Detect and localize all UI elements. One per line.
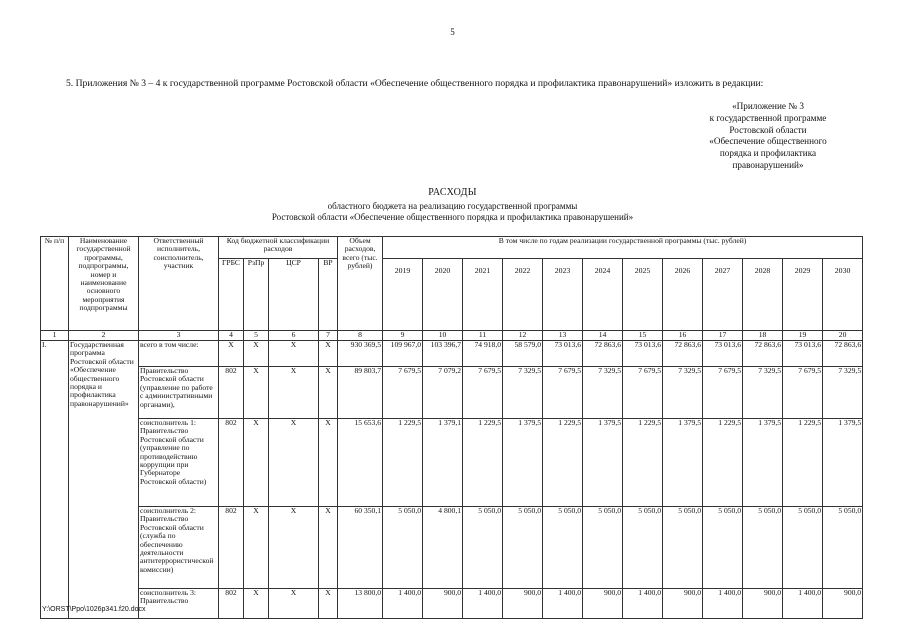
responsible-cell: соисполнитель 1: Правительство Ростовской области (управление по противодействию коррупции при Губернаторе Ростовской области) bbox=[139, 419, 219, 507]
year-value-cell: 103 396,7 bbox=[423, 341, 463, 367]
csr-cell: X bbox=[269, 367, 319, 419]
column-number: 4 bbox=[219, 331, 244, 341]
total-cell: 13 800,0 bbox=[338, 589, 383, 619]
header-year: 2027 bbox=[703, 259, 743, 331]
year-value-cell: 5 050,0 bbox=[503, 507, 543, 589]
year-value-cell: 7 329,5 bbox=[823, 367, 863, 419]
column-number: 12 bbox=[503, 331, 543, 341]
vr-cell: X bbox=[319, 341, 338, 367]
document-subtitle: областного бюджета на реализацию государственной программы bbox=[327, 201, 578, 211]
header-code-group: Код бюджетной классификации расходов bbox=[219, 237, 338, 259]
intro-paragraph: 5. Приложения № 3 – 4 к государственной программе Ростовской области «Обеспечение общественного порядка и профилактика правонарушений» изложить в редакции: bbox=[66, 78, 764, 89]
year-value-cell: 73 013,6 bbox=[623, 341, 663, 367]
year-value-cell: 1 379,5 bbox=[583, 419, 623, 507]
vr-cell: X bbox=[319, 419, 338, 507]
year-value-cell: 72 863,6 bbox=[823, 341, 863, 367]
rzpr-cell: X bbox=[244, 507, 269, 589]
header-year: 2020 bbox=[423, 259, 463, 331]
year-value-cell: 900,0 bbox=[583, 589, 623, 619]
year-value-cell: 1 379,5 bbox=[503, 419, 543, 507]
column-number: 18 bbox=[743, 331, 783, 341]
year-value-cell: 1 229,5 bbox=[623, 419, 663, 507]
year-value-cell: 7 679,5 bbox=[463, 367, 503, 419]
column-number: 3 bbox=[139, 331, 219, 341]
year-value-cell: 1 400,0 bbox=[543, 589, 583, 619]
header-rzpr: РзПр bbox=[244, 259, 269, 331]
document-title: РАСХОДЫ bbox=[428, 187, 477, 198]
year-value-cell: 5 050,0 bbox=[543, 507, 583, 589]
responsible-cell: Правительство Ростовской области (управление по работе с административными органами), bbox=[139, 367, 219, 419]
rzpr-cell: X bbox=[244, 419, 269, 507]
column-number: 13 bbox=[543, 331, 583, 341]
header-year: 2026 bbox=[663, 259, 703, 331]
column-number: 5 bbox=[244, 331, 269, 341]
year-value-cell: 7 679,5 bbox=[703, 367, 743, 419]
appendix-line: порядка и профилактика bbox=[719, 148, 817, 159]
csr-cell: X bbox=[269, 341, 319, 367]
year-value-cell: 1 229,5 bbox=[783, 419, 823, 507]
grbs-cell: 802 bbox=[219, 589, 244, 619]
header-year: 2028 bbox=[743, 259, 783, 331]
header-year: 2022 bbox=[503, 259, 543, 331]
header-year: 2024 bbox=[583, 259, 623, 331]
column-number: 6 bbox=[269, 331, 319, 341]
column-number: 2 bbox=[69, 331, 139, 341]
year-value-cell: 900,0 bbox=[823, 589, 863, 619]
appendix-line: Ростовской области bbox=[729, 124, 807, 135]
year-value-cell: 7 679,5 bbox=[783, 367, 823, 419]
year-value-cell: 74 918,0 bbox=[463, 341, 503, 367]
appendix-line: к государственной программе bbox=[709, 112, 827, 123]
year-value-cell: 73 013,6 bbox=[543, 341, 583, 367]
table-row bbox=[41, 419, 863, 507]
year-value-cell: 7 329,5 bbox=[743, 367, 783, 419]
year-value-cell: 900,0 bbox=[503, 589, 543, 619]
year-value-cell: 1 229,5 bbox=[703, 419, 743, 507]
year-value-cell: 5 050,0 bbox=[463, 507, 503, 589]
appendix-header bbox=[693, 101, 843, 172]
column-number: 8 bbox=[338, 331, 383, 341]
appendix-line: «Приложение № 3 bbox=[732, 101, 804, 111]
header-year: 2025 bbox=[623, 259, 663, 331]
year-value-cell: 4 800,1 bbox=[423, 507, 463, 589]
year-value-cell: 1 379,5 bbox=[823, 419, 863, 507]
header-csr: ЦСР bbox=[269, 259, 319, 331]
year-value-cell: 1 379,5 bbox=[663, 419, 703, 507]
year-value-cell: 7 679,5 bbox=[543, 367, 583, 419]
year-value-cell: 1 379,1 bbox=[423, 419, 463, 507]
year-value-cell: 7 679,5 bbox=[623, 367, 663, 419]
column-number-row bbox=[41, 331, 863, 341]
column-number: 15 bbox=[623, 331, 663, 341]
year-value-cell: 1 229,5 bbox=[463, 419, 503, 507]
year-value-cell: 1 229,5 bbox=[383, 419, 423, 507]
csr-cell: X bbox=[269, 419, 319, 507]
total-cell: 89 803,7 bbox=[338, 367, 383, 419]
year-value-cell: 900,0 bbox=[743, 589, 783, 619]
year-value-cell: 73 013,6 bbox=[783, 341, 823, 367]
year-value-cell: 58 579,0 bbox=[503, 341, 543, 367]
grbs-cell: 802 bbox=[219, 507, 244, 589]
year-value-cell: 900,0 bbox=[423, 589, 463, 619]
year-value-cell: 109 967,0 bbox=[383, 341, 423, 367]
header-grbs: ГРБС bbox=[219, 259, 244, 331]
column-number: 14 bbox=[583, 331, 623, 341]
grbs-cell: 802 bbox=[219, 419, 244, 507]
year-value-cell: 900,0 bbox=[663, 589, 703, 619]
rzpr-cell: X bbox=[244, 341, 269, 367]
year-value-cell: 5 050,0 bbox=[663, 507, 703, 589]
header-name: Наименование государственной программы, подпрограммы, номер и наименование основного мероприятия подпрограммы bbox=[69, 237, 139, 331]
year-value-cell: 7 079,2 bbox=[423, 367, 463, 419]
rzpr-cell: X bbox=[244, 367, 269, 419]
grbs-cell: 802 bbox=[219, 367, 244, 419]
table-row bbox=[41, 341, 863, 367]
table-row bbox=[41, 367, 863, 419]
responsible-cell: соисполнитель 2: Правительство Ростовской области (служба по обеспечению деятельности антитеррористической комиссии) bbox=[139, 507, 219, 589]
year-value-cell: 1 229,5 bbox=[543, 419, 583, 507]
appendix-line: «Обеспечение общественного bbox=[709, 136, 827, 147]
vr-cell: X bbox=[319, 589, 338, 619]
grbs-cell: X bbox=[219, 341, 244, 367]
csr-cell: X bbox=[269, 507, 319, 589]
year-value-cell: 1 400,0 bbox=[623, 589, 663, 619]
csr-cell: X bbox=[269, 589, 319, 619]
year-value-cell: 72 863,6 bbox=[743, 341, 783, 367]
responsible-cell: соисполнитель 3: Правительство bbox=[139, 589, 219, 619]
column-number: 11 bbox=[463, 331, 503, 341]
column-number: 1 bbox=[41, 331, 69, 341]
year-value-cell: 5 050,0 bbox=[383, 507, 423, 589]
program-name: Государственная программа Ростовской области «Обеспечение общественного порядка и профилактика правонарушений» bbox=[69, 341, 139, 619]
total-cell: 15 653,6 bbox=[338, 419, 383, 507]
expenses-table bbox=[40, 236, 863, 619]
column-number: 9 bbox=[383, 331, 423, 341]
table-row bbox=[41, 507, 863, 589]
program-number: I. bbox=[41, 341, 69, 619]
column-number: 17 bbox=[703, 331, 743, 341]
year-value-cell: 72 863,6 bbox=[663, 341, 703, 367]
vr-cell: X bbox=[319, 367, 338, 419]
year-value-cell: 5 050,0 bbox=[783, 507, 823, 589]
header-vr: ВР bbox=[319, 259, 338, 331]
column-number: 19 bbox=[783, 331, 823, 341]
year-value-cell: 5 050,0 bbox=[703, 507, 743, 589]
document-subtitle: Ростовской области «Обеспечение общественного порядка и профилактика правонарушений» bbox=[271, 212, 634, 222]
year-value-cell: 7 679,5 bbox=[383, 367, 423, 419]
page-number: 5 bbox=[450, 27, 455, 37]
responsible-cell: всего в том числе: bbox=[139, 341, 219, 367]
header-responsible: Ответственный исполнитель, соисполнитель, участник bbox=[139, 237, 219, 331]
year-value-cell: 7 329,5 bbox=[663, 367, 703, 419]
year-value-cell: 5 050,0 bbox=[743, 507, 783, 589]
total-cell: 60 350,1 bbox=[338, 507, 383, 589]
header-year: 2029 bbox=[783, 259, 823, 331]
table-row bbox=[41, 589, 863, 619]
column-number: 20 bbox=[823, 331, 863, 341]
year-value-cell: 72 863,6 bbox=[583, 341, 623, 367]
column-number: 10 bbox=[423, 331, 463, 341]
year-value-cell: 1 400,0 bbox=[703, 589, 743, 619]
year-value-cell: 5 050,0 bbox=[583, 507, 623, 589]
header-year: 2021 bbox=[463, 259, 503, 331]
header-num: № п/п bbox=[41, 237, 69, 331]
year-value-cell: 7 329,5 bbox=[583, 367, 623, 419]
year-value-cell: 5 050,0 bbox=[623, 507, 663, 589]
year-value-cell: 7 329,5 bbox=[503, 367, 543, 419]
header-year: 2023 bbox=[543, 259, 583, 331]
vr-cell: X bbox=[319, 507, 338, 589]
column-number: 7 bbox=[319, 331, 338, 341]
year-value-cell: 1 400,0 bbox=[463, 589, 503, 619]
rzpr-cell: X bbox=[244, 589, 269, 619]
appendix-line: правонарушений» bbox=[732, 159, 804, 170]
year-value-cell: 1 400,0 bbox=[783, 589, 823, 619]
header-volume: Объем расходов, всего (тыс. рублей) bbox=[338, 237, 383, 331]
column-number: 16 bbox=[663, 331, 703, 341]
year-value-cell: 1 400,0 bbox=[383, 589, 423, 619]
year-value-cell: 73 013,6 bbox=[703, 341, 743, 367]
file-path-footer: Y:\ORST\Ppo\1026p341.f20.docx bbox=[42, 606, 146, 613]
header-years-group: В том числе по годам реализации государственной программы (тыс. рублей) bbox=[383, 237, 863, 259]
year-value-cell: 5 050,0 bbox=[823, 507, 863, 589]
header-year: 2019 bbox=[383, 259, 423, 331]
total-cell: 930 369,5 bbox=[338, 341, 383, 367]
header-year: 2030 bbox=[823, 259, 863, 331]
year-value-cell: 1 379,5 bbox=[743, 419, 783, 507]
